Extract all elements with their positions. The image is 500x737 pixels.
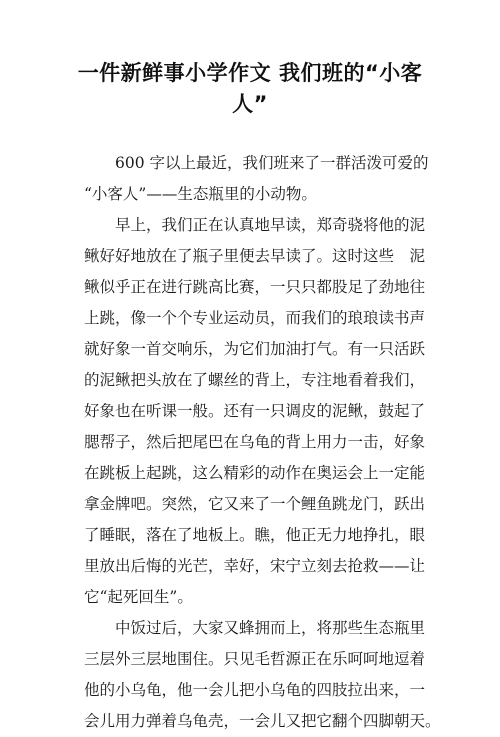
document-title xyxy=(60,58,440,120)
paragraph-2-line-7: 好象也在听课一般。还有一只调皮的泥鳅，鼓起了 xyxy=(84,402,426,420)
title-line-2: 人” xyxy=(232,92,268,116)
paragraph-3-line-1: 中饭过后，大家又蜂拥而上，将那些生态瓶里 xyxy=(115,619,426,637)
paragraph-1-line-1: 600 字以上最近，我们班来了一群活泼可爱的 xyxy=(115,154,429,172)
paragraph-2-line-11: 了睡眠，落在了地板上。瞧，他正无力地挣扎，眼 xyxy=(84,526,426,544)
paragraph-2-line-9: 在跳板上起跳，这么精彩的动作在奥运会上一定能 xyxy=(84,464,426,482)
article-body xyxy=(84,148,441,737)
paragraph-2-line-3: 鳅似乎正在进行跳高比赛，一只只都股足了劲地往 xyxy=(84,278,426,296)
paragraph-2-line-13: 它“起死回生”。 xyxy=(84,588,193,606)
paragraph-2-line-10: 拿金牌吧。突然，它又来了一个鲤鱼跳龙门，跃出 xyxy=(84,495,426,513)
title-line-1: 一件新鲜事小学作文 我们班的“小客 xyxy=(77,61,423,85)
paragraph-3-line-2: 三层外三层地围住。只见毛哲源正在乐呵呵地逗着 xyxy=(84,650,426,668)
paragraph-2-line-2: 鳅好好地放在了瓶子里便去早读了。这时这些 泥 xyxy=(84,247,426,265)
paragraph-2-line-5: 就好象一首交响乐，为它们加油打气。有一只活跃 xyxy=(84,340,426,358)
paragraph-2-line-8: 腮帮子，然后把尾巴在乌龟的背上用力一击，好象 xyxy=(84,433,426,451)
paragraph-3-line-3: 他的小乌龟，他一会儿把小乌龟的四肢拉出来，一 xyxy=(84,681,426,699)
paragraph-2-line-12: 里放出后悔的光芒，幸好，宋宁立刻去抢救——让 xyxy=(84,557,426,575)
paragraph-2-line-4: 上跳，像一个个专业运动员，而我们的琅琅读书声 xyxy=(84,309,426,327)
paragraph-2-line-1: 早上，我们正在认真地早读，郑奇骁将他的泥 xyxy=(115,216,426,234)
paragraph-3-line-4: 会儿用力弹着乌龟壳，一会儿又把它翻个四脚朝天。 xyxy=(84,712,441,730)
paragraph-2-line-6: 的泥鳅把头放在了螺丝的背上，专注地看着我们， xyxy=(84,371,426,389)
paragraph-1-line-2: “小客人”——生态瓶里的小动物。 xyxy=(84,185,317,203)
